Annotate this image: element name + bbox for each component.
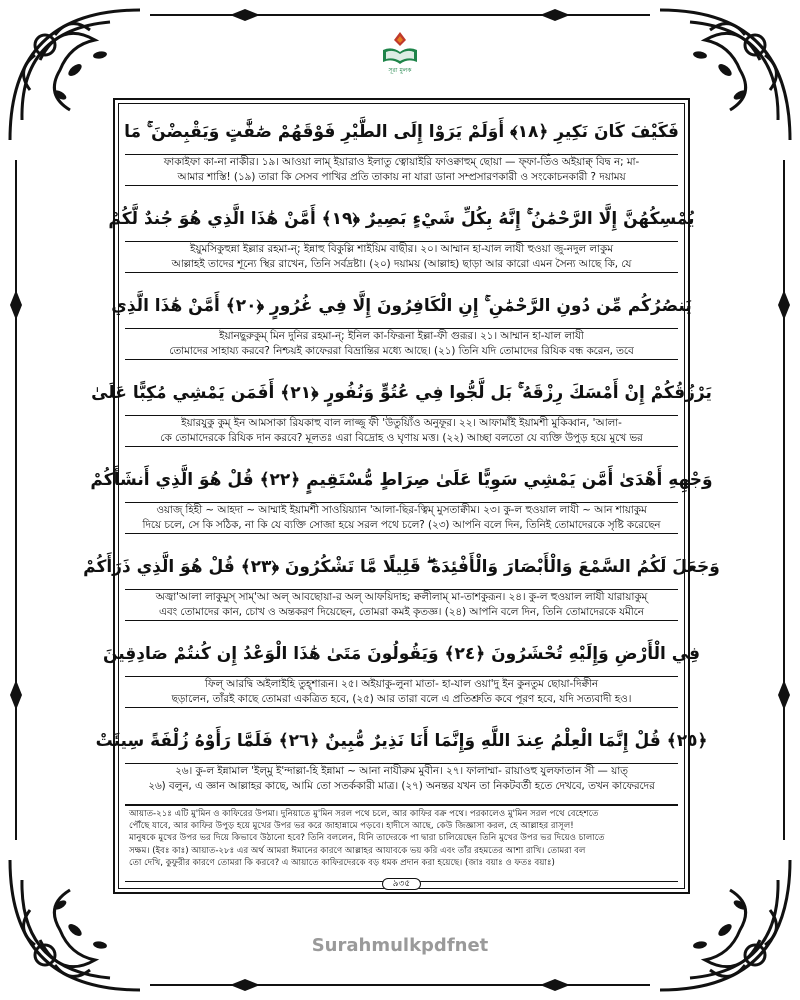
transliteration-line: অজ্বা'আলা লাকুমুস্‌ সাম্‌'আ অল্‌ আবছোয়া-র অল্‌ আফয়িদাহ; ক্বলীলাম্‌ মা-তাশকুরূন। ২৪। কু-ল হুওয়াল লাযী যারায়াকুম্‌ — [155, 591, 648, 603]
verse-block-6 — [83, 543, 720, 621]
meaning-line: ছড়ালেন, তাঁরই কাছে তোমরা একত্রিত হবে, (২৫) আর তারা বলে এ প্রতিশ্রুতি কবে পূরণ হবে, যদি সত্যবাদী হও। — [125, 692, 678, 708]
side-ornament-left — [6, 160, 26, 840]
watermark: Surahmulkpdfnet — [311, 935, 489, 956]
transliteration-line: ওয়াজ্‌ হিহী ~ আহদা ~ আম্মাই ইয়ামশী সাওয়িয়্যান 'আলা-ছির-ত্বিম্‌ মুসতাক্বীম। ২৩। কু-ল হুওয়াল লাযী ~ আন শায়াকুম — [156, 504, 647, 516]
quran-book-icon — [379, 30, 421, 74]
side-ornament-right — [774, 160, 794, 840]
meaning-line: এবং তোমাদের কান, চোখ ও অন্তকরণ দিয়েছেন, তোমরা কমই কৃতজ্ঞ। (২৪) আপনি বলে দিন, তিনি তোমাদেরকে যমীনে — [125, 605, 678, 621]
arabic-line: ﴿٢٥﴾ قُلْ إِنَّمَا الْعِلْمُ عِندَ اللَّهِ وَإِنَّمَا أَنَا نَذِيرٌ مُّبِينٌ ﴿٢٦﴾ فَلَمَّا رَأَوْهُ زُلْفَةً سِيئَتْ — [125, 717, 678, 764]
footnote-line: আয়াত-২১ঃ এটি মু'মিন ও কাফিরের উপমা। দুনিয়াতে মু'মিন সরল পথে চলে, আর কাফির বক্র পথে। পরকালেও মু'মিন সরল পথে বেহেশতে — [129, 809, 599, 819]
verse-block-1 — [125, 108, 678, 186]
transliteration-line: ফিল্‌ আরদ্বি অইলাইহি তুহ্‌শারূন। ২৫। অইয়াকু-লুনা মাতা- হা-যাল ওয়া'দু ইন কুনতুম ছোয়া-দিক্বীন — [204, 678, 599, 690]
footnote-line: মানুষকে মুখের উপর ভর দিয়ে কিভাবে উঠানো হবে? তিনি বললেন, যিনি তাদেরকে পা দ্বারা চালিয়েছেন তিনি মুখের উপর ভর দিয়েও চালাতে — [129, 833, 605, 844]
meaning-line: তোমাদের সাহায্য করবে? নিশ্চয়ই কাফেররা বিভ্রান্তির মধ্যে আছে। (২১) তিনি যদি তোমাদের রিযিক বন্ধ করেন, তবে — [125, 344, 678, 360]
verse-block-4 — [91, 369, 712, 447]
verse-block-3 — [111, 282, 692, 360]
page-inner-border — [83, 103, 720, 889]
meaning-line: আল্লাহই তাদের শূন্যে স্থির রাখেন, তিনি সর্বদ্রষ্টা। (২০) দয়াময় (আল্লাহ) ছাড়া আর কারো এমন সৈন্য আছে কি, যে — [125, 257, 678, 273]
meaning-line: আমার শাস্তি! (১৯) তারা কি সেসব পাখির প্রতি তাকায় না যারা ডানা সম্প্রসারণকারী ও সংকোচনকারী ? দয়াময় — [125, 170, 678, 186]
meaning-line: দিয়ে চলে, সে কি সঠিক, না কি যে ব্যক্তি সোজা হয়ে সরল পথে চলে? (২৩) আপনি বলে দিন, তিনিই তোমাদেরকে সৃষ্টি করেছেন — [125, 518, 678, 534]
footnote-line: তো দেখি, কুফুরীর কারণে তোমরা কি করবে? এ আয়াতে কাফিরদেরকে বড় ধমক প্রদান করা হয়েছে। (জাঃ বয়াঃ ও ফতঃ বয়াঃ) — [129, 857, 555, 868]
arabic-line: يُمْسِكُهُنَّ إِلَّا الرَّحْمَٰنُ ۚ إِنَّهُ بِكُلِّ شَيْءٍ بَصِيرٌ ﴿١٩﴾ أَمَّنْ هَٰذَا الَّذِي هُوَ جُندٌ لَّكُمْ — [125, 195, 678, 242]
meaning-line: ২৬) বলুন, এ জ্ঞান আল্লাহর কাছে, আমি তো সতর্ককারী মাত্র। (২৭) অনন্তর যখন তা নিকটবর্তী হতে দেখবে, তখন কাফেরদের — [148, 780, 655, 792]
svg-text:সূরা মুলক: সূরা মুলক — [388, 67, 412, 74]
bottom-ornament — [150, 975, 650, 995]
footnote-line: পৌঁছে যাবে, আর কাফির উপুড় হয়ে মুখের উপর ভর করে জাহান্নামে পড়বে। হাদীসে আছে, কেউ জিজ্ঞাসা করল, হে আল্লাহর রাসূল! — [129, 821, 574, 832]
verse-block-5 — [90, 456, 713, 534]
transliteration-line: ইয়ুমসিকুহুন্না ইল্লার রহমা-ন্‌; ইন্নাহু বিকুল্লি শাইয়িম বাছীর। ২০। আম্মান হা-যাল লাযী হুওয়া জু-নদুল লাকুম — [190, 243, 613, 255]
verse-block-2 — [108, 195, 695, 273]
footnotes — [125, 804, 678, 882]
arabic-line: وَجْهِهِ أَهْدَىٰ أَمَّن يَمْشِي سَوِيًّا عَلَىٰ صِرَاطٍ مُّسْتَقِيمٍ ﴿٢٢﴾ قُلْ هُوَ الَّذِي أَنشَأَكُمْ — [125, 456, 678, 503]
quran-page — [83, 98, 720, 894]
top-ornament — [150, 5, 650, 25]
arabic-line: وَجَعَلَ لَكُمُ السَّمْعَ وَالْأَبْصَارَ وَالْأَفْئِدَةَ ۖ قَلِيلًا مَّا تَشْكُرُونَ ﴿٢٣﴾ قُلْ هُوَ الَّذِي ذَرَأَكُمْ — [125, 543, 678, 590]
meaning-line: কে তোমাদেরকে রিযিক দান করবে? মূলতঃ এরা বিদ্রোহ ও ঘৃণায় মত্ত। (২২) আচ্ছা বলতো যে ব্যক্তি উপুড় হয়ে মুখে ভর — [125, 431, 678, 447]
transliteration-line: ২৬। কু-ল ইন্নামাল 'ইল্‌মু ই'ন্দাল্লা-হি ইন্নামা ~ আনা নাযীরুম মুবীন। ২৭। ফালাম্মা- রায়াওহু যুলফাতান সী — য়াত্‌ — [175, 765, 628, 777]
arabic-line: فِي الْأَرْضِ وَإِلَيْهِ تُحْشَرُونَ ﴿٢٤﴾ وَيَقُولُونَ مَتَىٰ هَٰذَا الْوَعْدُ إِن كُنتُمْ صَادِقِينَ — [125, 630, 678, 677]
footnote-line: সক্ষম। (ইবঃ কাঃ) আয়াত-২৮ঃ এর অর্থ আমরা ঈমানের কারণে আল্লাহর আযাবকে ভয় করি এবং তাঁর রহমতের আশা রাখি। তোমরা বল — [129, 845, 586, 856]
verse-block-7 — [102, 630, 701, 708]
site-logo — [379, 30, 421, 74]
arabic-line: فَكَيْفَ كَانَ نَكِيرِ ﴿١٨﴾ أَوَلَمْ يَرَوْا إِلَى الطَّيْرِ فَوْقَهُمْ صَٰفَّٰتٍ وَيَقْبِضْنَ ۚ مَا — [125, 108, 678, 155]
transliteration-line: ইয়ানছুরুকুম্‌ মিন দুনির রহমা-ন্‌; ইনিল কা-ফিরূনা ইল্লা-ফী গুরূর। ২১। আম্মান হা-যাল লাযী — [219, 330, 584, 342]
page-number: ৯৩৫ — [119, 876, 684, 891]
transliteration-line: ইয়ারযুকু কুম্‌ ইন আমসাকা রিযকাহু বাল লাজ্জু ফী 'উতুয়্যিঁও অনুফূর। ২২। আফামাঁই ইয়ামশী মুকিব্বান, 'আলা- — [181, 417, 622, 429]
transliteration-line: ফাকাইফা কা-না নাকীর। ১৯। আওয়া লাম্‌ ইয়ারাও ইলাতু ত্বোয়াইরি ফাওক্বাহুম্‌ ছোয়া — ফ্‌ফা-তিঁও অইয়াক্ব্‌ বিদ্ব ন; মা- — [163, 156, 640, 168]
arabic-line: يَنصُرُكُم مِّن دُونِ الرَّحْمَٰنِ ۚ إِنِ الْكَافِرُونَ إِلَّا فِي غُرُورٍ ﴿٢٠﴾ أَمَّنْ هَٰذَا الَّذِي — [125, 282, 678, 329]
arabic-line: يَرْزُقُكُمْ إِنْ أَمْسَكَ رِزْقَهُ ۚ بَل لَّجُّوا فِي عُتُوٍّ وَنُفُورٍ ﴿٢١﴾ أَفَمَن يَمْشِي مُكِبًّا عَلَىٰ — [125, 369, 678, 416]
verse-block-8 — [95, 717, 708, 794]
